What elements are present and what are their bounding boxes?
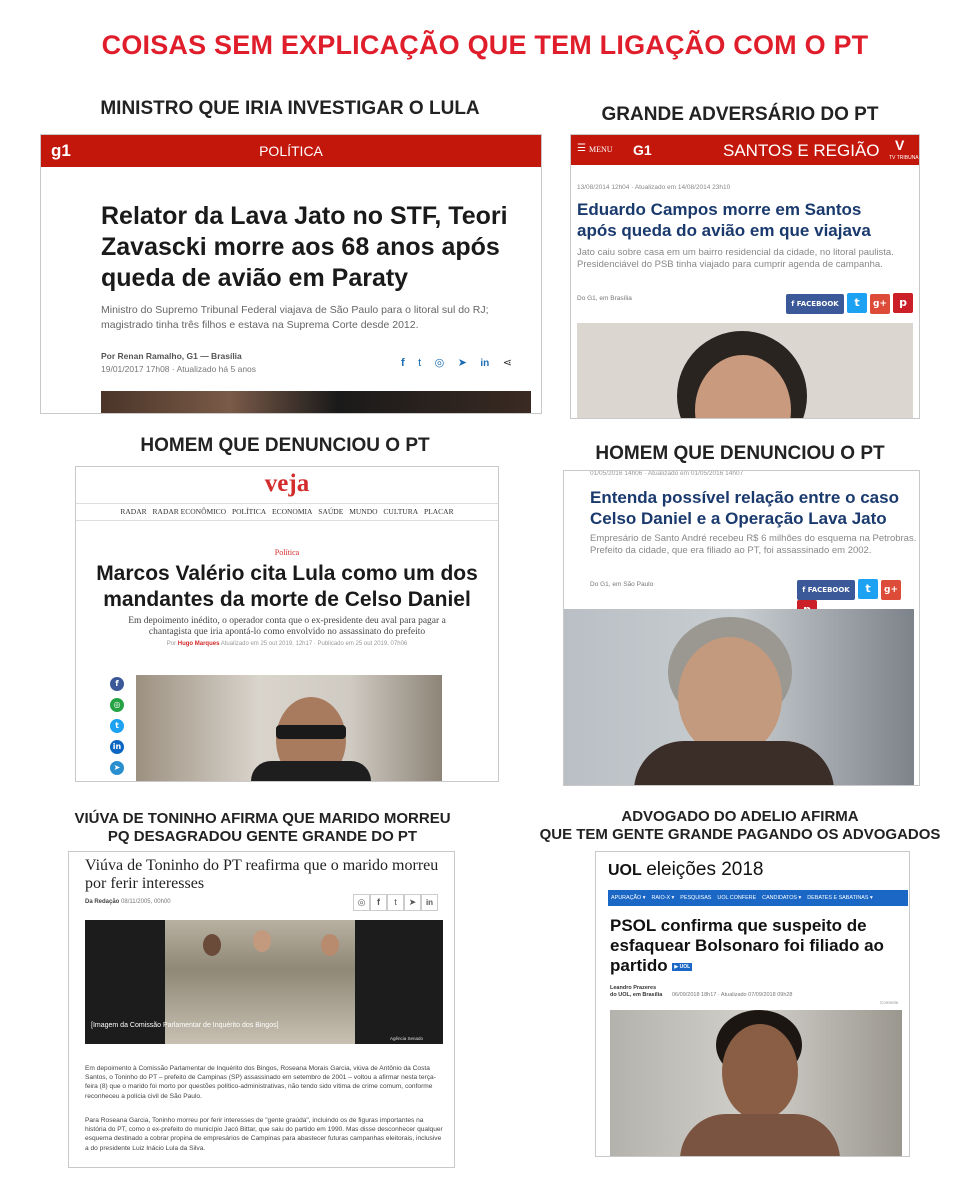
- g1-header: [41, 135, 541, 167]
- main-title: COISAS SEM EXPLICAÇÃO QUE TEM LIGAÇÃO COM O PT: [101, 30, 869, 60]
- card-p3: [75, 466, 499, 782]
- byline-prefix: Por: [166, 641, 177, 647]
- card-p1: [40, 134, 542, 414]
- nav-saude[interactable]: SAÚDE: [318, 507, 344, 516]
- nav-cultura[interactable]: CULTURA: [383, 507, 419, 516]
- glasses-shape: [276, 725, 346, 739]
- telegram-icon[interactable]: ➤: [404, 894, 421, 911]
- author-name: Leandro Prazeres: [610, 985, 657, 991]
- torso-shape: [680, 1114, 840, 1156]
- headline[interactable]: Eduardo Campos morre em Santos após queda do avião em que viajava: [577, 200, 871, 240]
- summary: Em depoimento inédito, o operador conta que o ex-presidente deu aval para pagar a chantagista que iria apontá-lo como envolvido no assassinato do prefeito: [128, 616, 446, 637]
- nav-politica[interactable]: POLÍTICA: [231, 507, 267, 516]
- shirt-shape: [251, 761, 371, 781]
- telegram-icon[interactable]: ➤: [110, 761, 124, 775]
- share-icon[interactable]: ⋖: [502, 357, 512, 369]
- byline: [610, 985, 662, 999]
- nav-raio-x[interactable]: RAIO-X ▾: [651, 895, 675, 901]
- headline-text[interactable]: PSOL confirma que suspeito de esfaquear Bolsonaro foi filiado ao partido: [610, 916, 884, 975]
- date: 13/08/2014 12h04 · Atualizado em 14/08/2014 23h10: [577, 184, 731, 191]
- menu-label[interactable]: MENU: [589, 145, 613, 154]
- linkedin-icon[interactable]: in: [421, 894, 438, 911]
- g1-regional-header: [571, 135, 919, 165]
- whatsapp-icon[interactable]: ◎: [434, 357, 445, 369]
- author: Da Redação: [85, 899, 120, 905]
- face-shape: [722, 1024, 798, 1120]
- byline: Por Renan Ramalho, G1 — Brasília: [101, 351, 242, 361]
- person-center: [253, 930, 271, 952]
- linkedin-icon[interactable]: in: [110, 740, 124, 754]
- g1-logo[interactable]: g1: [51, 141, 71, 160]
- facebook-icon[interactable]: f: [110, 677, 124, 691]
- author-link[interactable]: Hugo Marques: [177, 641, 220, 647]
- section-label[interactable]: Política: [274, 548, 300, 557]
- photo-caption: [Imagem da Comissão Parlamentar de Inquérito dos Bingos]: [91, 1022, 279, 1029]
- twitter-icon[interactable]: t: [847, 293, 867, 313]
- headline[interactable]: Marcos Valério cita Lula como um dos mandantes da morte de Celso Daniel: [96, 562, 478, 611]
- headline[interactable]: Relator da Lava Jato no STF, Teori Zavascki morre aos 68 anos após queda de avião em Paraty: [101, 202, 508, 292]
- article-photo: [101, 391, 531, 414]
- article-photo: [610, 1010, 902, 1156]
- menu-icon[interactable]: ☰: [577, 143, 586, 154]
- author-place: do UOL, em Brasília: [610, 992, 663, 998]
- whatsapp-icon[interactable]: ◎: [353, 894, 370, 911]
- share-bar: [401, 353, 512, 371]
- caption-p6-line2: QUE TEM GENTE GRANDE PAGANDO OS ADVOGADOS: [539, 826, 941, 843]
- caption-p1: MINISTRO QUE IRIA INVESTIGAR O LULA: [100, 98, 480, 119]
- uol-nav: [608, 890, 908, 906]
- caption-p3: HOMEM QUE DENUNCIOU O PT: [140, 435, 430, 456]
- nav-economia[interactable]: ECONOMIA: [272, 507, 313, 516]
- nav-radar[interactable]: RADAR: [120, 507, 147, 516]
- nav-debates[interactable]: DEBATES E SABATINAS ▾: [807, 895, 873, 901]
- g1-logo[interactable]: G1: [633, 142, 652, 158]
- date: 19/01/2017 17h08 · Atualizado há 5 anos: [101, 364, 257, 374]
- twitter-icon[interactable]: t: [387, 894, 404, 911]
- facebook-icon: f: [802, 586, 808, 594]
- video-badge[interactable]: ▶ UOL: [674, 963, 691, 970]
- nav-radar-economico[interactable]: RADAR ECONÔMICO: [152, 507, 227, 516]
- twitter-icon[interactable]: t: [858, 579, 878, 599]
- google-plus-icon[interactable]: g+: [870, 294, 890, 314]
- nav-uol-confere[interactable]: UOL CONFERE: [717, 895, 757, 901]
- suit-shape: [634, 741, 834, 785]
- card-p2: [570, 134, 920, 419]
- caption-p5-line1: VIÚVA DE TONINHO AFIRMA QUE MARIDO MORREU: [74, 810, 451, 827]
- facebook-button[interactable]: f FACEBOOK: [786, 294, 844, 314]
- telegram-icon[interactable]: ➤: [457, 357, 467, 369]
- pinterest-icon[interactable]: p: [893, 293, 913, 313]
- share-bar: [783, 293, 913, 314]
- google-plus-icon[interactable]: g+: [881, 580, 901, 600]
- headline[interactable]: Entenda possível relação entre o caso Celso Daniel e a Operação Lava Jato: [590, 488, 899, 528]
- byline-dates: Atualizado em 25 out 2019, 12h17 · Publicado em 25 out 2019, 07h06: [220, 641, 408, 647]
- meta: [85, 899, 171, 905]
- uol-logo[interactable]: [608, 859, 764, 881]
- facebook-icon[interactable]: f: [401, 357, 405, 369]
- date: 08/11/2005, 00h00: [121, 899, 171, 905]
- byline: Do G1, em Brasília: [577, 295, 632, 302]
- twitter-icon[interactable]: t: [110, 719, 124, 733]
- share-column: [110, 677, 124, 782]
- article-photo: [564, 609, 914, 785]
- date: 01/05/2016 14h06 · Atualizado em 01/05/2016 14h07: [590, 470, 744, 477]
- whatsapp-icon[interactable]: ◎: [110, 698, 124, 712]
- veja-nav: [76, 503, 498, 521]
- paragraph-2: Para Roseana Garcia, Toninho morreu por ferir interesses de "gente graúda", incluindo os de figuras importantes na história do PT, como o ex-prefeito do município Jacó Bittar, que saiu do partido em 1990. Mas disse desconhecer qualquer esquema destinado a cobrar propina de empresários de Campinas para abastecer futuras campanhas eleitorais, inclusive a do presidente Luiz Inácio Lula da Silva.: [85, 1117, 443, 1152]
- share-bar: [353, 894, 438, 911]
- facebook-icon[interactable]: f: [370, 894, 387, 911]
- tv-tribuna-logo: TV TRIBUNA: [889, 155, 919, 161]
- card-p4: [563, 470, 920, 786]
- caption-p6-line1: ADVOGADO DO ADELIO AFIRMA: [621, 808, 859, 825]
- person-right: [321, 934, 339, 956]
- linkedin-icon[interactable]: in: [480, 358, 490, 369]
- paragraph-1: Em depoimento à Comissão Parlamentar de Inquérito dos Bingos, Roseana Morais Garcia, viúva de Antônio da Costa Santos, o Toninho do PT – prefeito de Campinas (SP) assassinado em setembro de 2001 – voltou a afirmar nesta terça-feira (8) que o marido foi morto por questões político-administrativas, não tendo sido vítima de crime comum, conforme reconheceu a polícia civil de São Paulo.: [85, 1065, 436, 1100]
- summary: Jato caiu sobre casa em um bairro residencial da cidade, no litoral paulista. Presidenciável do PSB tinha viajado para cumprir agenda de campanha.: [577, 247, 894, 270]
- byline: Do G1, em São Paulo: [590, 581, 654, 588]
- nav-apuracao[interactable]: APURAÇÃO ▾: [611, 895, 646, 901]
- tv-tribuna-icon: V: [895, 137, 905, 153]
- caption-p5-line2: PQ DESAGRADOU GENTE GRANDE DO PT: [107, 828, 418, 845]
- dates: 06/09/2018 18h17 · Atualizado 07/09/2018 09h28: [672, 992, 793, 998]
- facebook-button[interactable]: f FACEBOOK: [797, 580, 855, 600]
- facebook-icon: f: [791, 300, 797, 308]
- caption-p4: HOMEM QUE DENUNCIOU O PT: [595, 443, 885, 464]
- uol-sub: eleições 2018: [646, 859, 764, 880]
- summary: Ministro do Supremo Tribunal Federal viajava de São Paulo para o litoral sul do RJ; magistrado tinha três filhos e estava na Suprema Corte desde 2012.: [101, 304, 489, 331]
- section-label[interactable]: SANTOS E REGIÃO: [723, 141, 880, 160]
- headline[interactable]: Viúva de Toninho do PT reafirma que o marido morreu por ferir interesses: [85, 857, 439, 892]
- nav-mundo[interactable]: MUNDO: [349, 507, 378, 516]
- article-photo: [85, 920, 443, 1044]
- nav-placar[interactable]: PLACAR: [424, 507, 454, 516]
- caption-p2: GRANDE ADVERSÁRIO DO PT: [601, 104, 879, 125]
- headline[interactable]: [610, 916, 900, 977]
- twitter-icon[interactable]: t: [418, 357, 422, 369]
- card-p5: [68, 851, 455, 1168]
- card-p6: [595, 851, 910, 1157]
- summary: Empresário de Santo André recebeu R$ 6 milhões do esquema na Petrobras. Prefeito da cidade, que era filiado ao PT, foi assassinado em 2002.: [590, 533, 917, 556]
- person-left: [203, 934, 221, 956]
- veja-logo[interactable]: veja: [264, 470, 310, 497]
- photo-credit: Agência Senado: [390, 1036, 424, 1041]
- nav-candidatos[interactable]: CANDIDATOS ▾: [762, 895, 802, 901]
- section-label[interactable]: POLÍTICA: [259, 143, 323, 159]
- article-photo: [136, 675, 442, 781]
- uol-brand: UOL: [608, 862, 642, 879]
- byline: [76, 641, 498, 647]
- face-shape: [678, 637, 782, 757]
- article-photo: [577, 323, 913, 418]
- nav-pesquisas[interactable]: PESQUISAS: [680, 895, 712, 901]
- comment-note[interactable]: Comente: [880, 1000, 899, 1005]
